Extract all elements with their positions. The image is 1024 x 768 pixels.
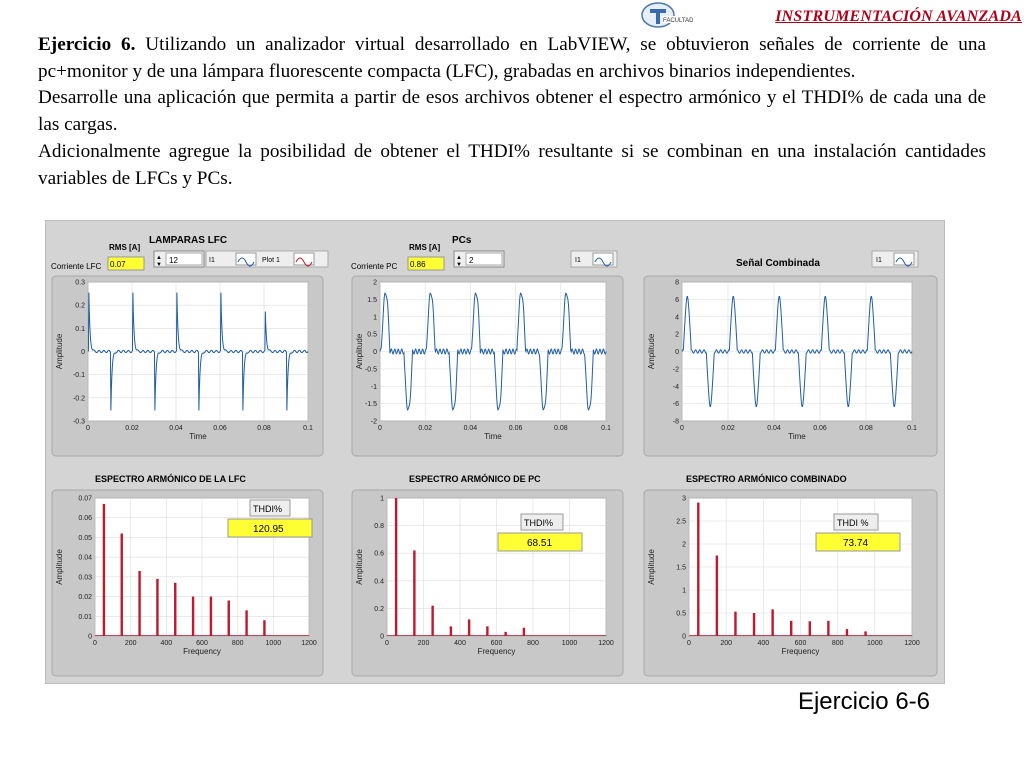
x-tick-label: 0 xyxy=(93,640,97,647)
x-axis-label: Frequency xyxy=(781,647,820,656)
y-tick-label: 3 xyxy=(682,495,686,503)
lfc-count-up-icon[interactable]: ▲ xyxy=(156,255,162,261)
pc-count-down-icon[interactable]: ▼ xyxy=(456,262,462,268)
y-tick-label: -2 xyxy=(672,366,679,374)
x-tick-label: 0.02 xyxy=(721,425,735,432)
spectrum-bar xyxy=(753,613,755,636)
header-title: INSTRUMENTACIÓN AVANZADA xyxy=(775,8,1022,25)
x-tick-label: 1000 xyxy=(265,640,282,647)
y-tick-label: 0.2 xyxy=(75,302,85,310)
thd-lfc-label: THDI% xyxy=(253,504,282,514)
y-tick-label: 1 xyxy=(373,314,377,322)
y-tick-label: 0 xyxy=(88,633,92,641)
x-tick-label: 0.08 xyxy=(257,425,271,432)
x-tick-label: 0.08 xyxy=(553,425,568,432)
spectrum-bar xyxy=(450,626,452,636)
x-tick-label: 0 xyxy=(385,640,389,647)
y-tick-label: -2 xyxy=(370,418,377,426)
pc-count-up-icon[interactable]: ▲ xyxy=(456,255,462,261)
x-tick-label: 0.04 xyxy=(767,425,781,432)
spectrum-bar xyxy=(156,579,158,636)
combined-title: Señal Combinada xyxy=(736,258,820,269)
pc-rms-label: RMS [A] xyxy=(409,243,441,252)
x-tick-label: 0.02 xyxy=(125,425,139,432)
x-tick-label: 800 xyxy=(231,640,244,647)
x-tick-label: 1200 xyxy=(904,640,920,647)
x-tick-label: 0.1 xyxy=(907,425,917,432)
x-tick-label: 800 xyxy=(527,640,539,647)
x-tick-label: 0 xyxy=(86,425,90,432)
y-tick-label: -4 xyxy=(672,383,679,391)
y-axis-label: Amplitude xyxy=(355,333,364,370)
x-tick-label: 0.04 xyxy=(169,425,183,432)
spectrum-bar xyxy=(697,503,699,636)
thd-lfc-value: 120.95 xyxy=(253,524,284,535)
y-tick-label: 4 xyxy=(675,314,679,322)
x-tick-label: 1200 xyxy=(301,640,317,647)
pc-count-value: 2 xyxy=(469,256,474,265)
y-tick-label: 0.8 xyxy=(374,523,384,531)
x-axis-label: Frequency xyxy=(183,647,221,656)
lfc-legend-i1: I1 xyxy=(209,257,215,264)
exercise-paragraph-1 xyxy=(38,32,986,85)
x-tick-label: 0.08 xyxy=(859,425,873,432)
spectrum-bar xyxy=(138,571,140,636)
x-axis-label: Frequency xyxy=(477,647,516,656)
thd-comb-value: 73.74 xyxy=(843,538,869,549)
y-tick-label: 0.5 xyxy=(676,610,686,618)
spectrum-bar xyxy=(174,583,176,636)
y-tick-label: 0.04 xyxy=(78,554,92,562)
x-tick-label: 0.06 xyxy=(813,425,827,432)
spectrum-bar xyxy=(716,556,718,637)
x-tick-label: 0 xyxy=(680,425,684,432)
y-tick-label: 0.5 xyxy=(367,331,377,339)
x-tick-label: 200 xyxy=(417,640,430,647)
exercise-paragraph-2: Desarrolle una aplicación que permita a partir de esos archivos obtener el espectro armónico y el THDI% de cada una de las cargas. xyxy=(38,87,986,136)
y-tick-label: -0.5 xyxy=(364,366,377,374)
y-tick-label: 6 xyxy=(675,296,679,304)
lfc-legend-plot1: Plot 1 xyxy=(262,257,280,264)
y-tick-label: 1.5 xyxy=(676,564,686,572)
spectrum-bar xyxy=(790,621,792,636)
y-tick-label: 0.05 xyxy=(78,534,92,542)
y-axis-label: Amplitude xyxy=(647,549,656,585)
y-tick-label: -8 xyxy=(672,418,679,426)
x-tick-label: 400 xyxy=(757,640,770,647)
y-tick-label: 0.3 xyxy=(75,279,85,287)
x-axis-label: Time xyxy=(189,432,207,441)
page-header xyxy=(640,0,1024,30)
spectrum-bar xyxy=(121,533,123,636)
spectrum-bar xyxy=(245,610,247,636)
x-tick-label: 0.06 xyxy=(213,425,227,432)
y-tick-label: 1.5 xyxy=(367,296,377,304)
x-tick-label: 0.1 xyxy=(601,425,611,432)
x-tick-label: 0 xyxy=(378,425,382,432)
x-tick-label: 0.1 xyxy=(303,425,313,432)
y-tick-label: 0.1 xyxy=(75,325,85,333)
spectrum-bar xyxy=(523,628,525,636)
y-axis-label: Amplitude xyxy=(355,549,364,585)
y-tick-label: 0.01 xyxy=(78,613,92,621)
chart-1 xyxy=(52,276,323,456)
x-axis-label: Time xyxy=(484,432,502,441)
y-tick-label: 0.06 xyxy=(78,515,92,523)
x-tick-label: 0.04 xyxy=(463,425,478,432)
y-tick-label: 2.5 xyxy=(676,518,686,526)
x-tick-label: 1000 xyxy=(867,640,883,647)
lfc-count-value: 12 xyxy=(169,256,178,265)
chart-3 xyxy=(644,276,937,456)
spectrum-bar xyxy=(103,504,105,636)
y-tick-label: 0.03 xyxy=(78,574,92,582)
x-tick-label: 800 xyxy=(831,640,844,647)
y-tick-label: 2 xyxy=(373,279,377,287)
spectrum-bar xyxy=(846,629,848,636)
pc-legend-i1: I1 xyxy=(575,257,581,264)
y-tick-label: 0 xyxy=(380,633,384,641)
labview-front-panel xyxy=(45,220,945,684)
lfc-signal-label: Corriente LFC xyxy=(51,262,102,271)
pc-signal-label: Corriente PC xyxy=(351,262,398,271)
spectrum-bar xyxy=(431,606,433,636)
y-tick-label: 0.07 xyxy=(78,495,92,503)
y-tick-label: 2 xyxy=(675,331,679,339)
spectrum-bar xyxy=(827,621,829,636)
pc-spectrum-title: ESPECTRO ARMÓNICO DE PC xyxy=(409,474,541,484)
lfc-count-down-icon[interactable]: ▼ xyxy=(156,262,162,268)
y-tick-label: 0.2 xyxy=(374,605,384,613)
x-tick-label: 200 xyxy=(720,640,733,647)
x-tick-label: 400 xyxy=(160,640,173,647)
exercise-paragraph-3: Adicionalmente agregue la posibilidad de obtener el THDI% resultante si se combinan en una instalación cantidades variables de LFCs y PCs. xyxy=(38,140,986,189)
spectrum-bar xyxy=(468,619,470,636)
labview-panel-canvas xyxy=(46,221,944,683)
spectrum-bar xyxy=(192,597,194,636)
slide-footer-label: Ejercicio 6-6 xyxy=(797,688,930,715)
x-tick-label: 600 xyxy=(490,640,503,647)
x-axis-label: Time xyxy=(788,432,806,441)
thd-comb-label: THDI % xyxy=(837,518,869,528)
x-tick-label: 1200 xyxy=(598,640,614,647)
y-axis-label: Amplitude xyxy=(55,549,64,585)
combined-spectrum-title: ESPECTRO ARMÓNICO COMBINADO xyxy=(686,474,847,484)
lfc-rms-label: RMS [A] xyxy=(109,243,141,252)
x-tick-label: 600 xyxy=(196,640,208,647)
thd-pc-label: THDI% xyxy=(524,518,553,528)
y-tick-label: 8 xyxy=(675,279,679,287)
y-axis-label: Amplitude xyxy=(647,333,656,370)
y-tick-label: -1.5 xyxy=(364,401,377,409)
spectrum-bar xyxy=(486,626,488,636)
x-tick-label: 0.06 xyxy=(508,425,523,432)
x-tick-label: 200 xyxy=(124,640,137,647)
lfc-rms-value: 0.07 xyxy=(110,260,126,269)
y-tick-label: 0 xyxy=(682,633,686,641)
y-axis-label: Amplitude xyxy=(55,333,64,370)
chart-2 xyxy=(352,276,623,456)
faculty-logo-icon xyxy=(640,0,694,30)
y-tick-label: -6 xyxy=(672,401,679,409)
y-tick-label: 0.4 xyxy=(374,578,384,586)
spectrum-bar xyxy=(809,621,811,636)
pc-title: PCs xyxy=(452,235,472,246)
y-tick-label: 0.02 xyxy=(78,594,92,602)
y-tick-label: 0 xyxy=(675,349,679,356)
y-tick-label: -0.3 xyxy=(72,418,85,426)
y-tick-label: 0 xyxy=(373,349,377,356)
y-tick-label: -0.1 xyxy=(72,372,85,380)
chart-6 xyxy=(644,490,937,676)
x-tick-label: 600 xyxy=(794,640,807,647)
spectrum-bar xyxy=(210,597,212,636)
spectrum-bar xyxy=(734,612,736,636)
pc-rms-value: 0.86 xyxy=(410,260,426,269)
spectrum-bar xyxy=(263,620,265,636)
combined-legend-i1: I1 xyxy=(876,257,882,264)
svg-text:FACULTAD: FACULTAD xyxy=(663,18,694,24)
y-tick-label: 2 xyxy=(682,541,686,549)
y-tick-label: 1 xyxy=(380,495,384,503)
exercise-label: Ejercicio 6. xyxy=(38,34,136,55)
lfc-spectrum-title: ESPECTRO ARMÓNICO DE LA LFC xyxy=(95,474,246,484)
y-tick-label: -1 xyxy=(370,383,377,391)
chart-5 xyxy=(352,490,623,676)
y-tick-label: -0.2 xyxy=(72,395,85,403)
thd-pc-value: 68.51 xyxy=(527,538,553,549)
exercise-statement xyxy=(38,32,986,192)
y-tick-label: 0 xyxy=(81,349,85,356)
x-tick-label: 400 xyxy=(454,640,466,647)
spectrum-bar xyxy=(413,550,415,636)
x-tick-label: 0 xyxy=(687,640,691,647)
x-tick-label: 0.02 xyxy=(418,425,433,432)
y-tick-label: 1 xyxy=(682,587,686,595)
spectrum-bar xyxy=(771,609,773,636)
exercise-text-1: Utilizando un analizador virtual desarrollado en LabVIEW, se obtuvieron señales de corriente de una pc+monitor y de una lámpara fluorescente compacta (LFC), grabadas en archivos binarios independientes. xyxy=(38,34,986,82)
lfc-title: LAMPARAS LFC xyxy=(149,235,228,246)
spectrum-bar xyxy=(228,601,230,636)
chart-4 xyxy=(52,490,323,676)
y-tick-label: 0.6 xyxy=(374,550,384,558)
x-tick-label: 1000 xyxy=(561,640,578,647)
spectrum-bar xyxy=(395,498,397,636)
